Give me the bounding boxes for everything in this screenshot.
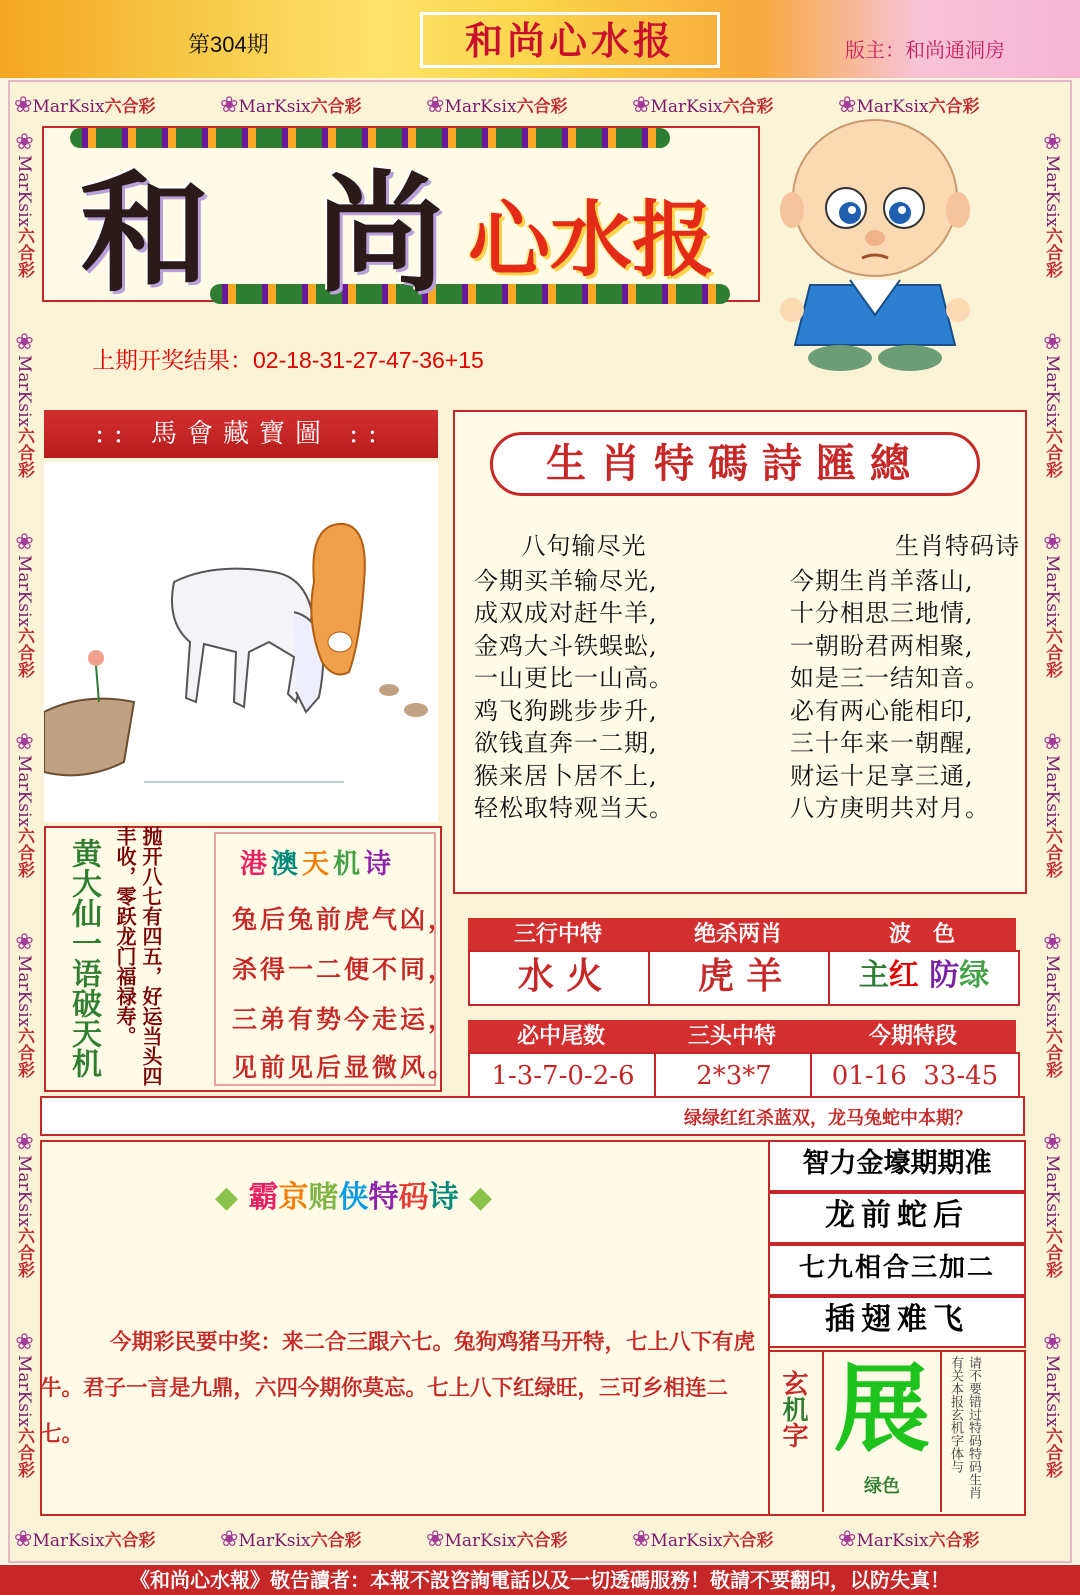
publisher-label: 版主：和尚通洞房 [845,38,1005,62]
watermark-item [14,92,156,118]
watermark-item [12,930,37,1078]
watermark-item [1040,130,1065,278]
footer-notice: 《和尚心水報》敬告讀者：本報不設咨詢電話以及一切透碼服務！敬請不要翻印，以防失真！ [0,1565,1080,1595]
watermark-latin: MarKsix [1042,1355,1062,1428]
watermark-cn: 六合彩 [310,97,362,117]
poem-right [790,530,1020,825]
watermark-latin: MarKsix [1042,755,1062,828]
gangao-title-char: 天 [302,849,333,880]
watermark-item [1040,530,1065,678]
xuanji-label-char: 玄 [778,1370,808,1396]
xuanji-char: 展 [834,1352,930,1465]
gangao-title-char: 机 [333,849,364,880]
poem-left-line: 欲钱直奔一二期, [474,729,658,757]
watermark-latin: MarKsix [14,755,34,828]
poem-left-line: 金鸡大斗铁蜈蚣, [474,631,658,660]
table1-header: 波 色 [828,918,1016,950]
watermark-latin: MarKsix [650,1531,723,1551]
issue-number: 第304期 [188,32,269,57]
watermark-latin: MarKsix [1042,555,1062,628]
flower-icon: ❀ [14,1527,33,1552]
watermark-latin: MarKsix [32,97,105,117]
watermark-cn: 六合彩 [14,427,34,479]
watermark-cn: 六合彩 [1042,427,1062,479]
bajing-title-char: 码 [398,1180,429,1215]
poem-right-line: 如是三一结知音。 [790,664,990,692]
watermark-item [1040,330,1065,478]
flower-icon: ❀ [426,93,445,118]
watermark-latin: MarKsix [14,355,34,428]
diamond-icon: ◆ [215,1180,239,1215]
watermark-latin: MarKsix [14,955,34,1028]
wave-char: 绿 [959,958,990,993]
watermark-cn: 六合彩 [516,1531,568,1551]
flower-icon: ❀ [426,1527,445,1552]
watermark-latin: MarKsix [444,1531,517,1551]
watermark-item [632,92,774,118]
poem-left-line: 今期买羊输尽光, [474,566,658,595]
watermark-latin: MarKsix [32,1531,105,1551]
bajing-title-char: 诗 [428,1180,459,1215]
watermark-latin: MarKsix [856,1531,929,1551]
treasure-map-title: :: 馬會藏寶圖 :: [44,410,438,458]
poem-right-line: 财运十足享三通, [790,761,974,790]
flower-icon: ❀ [632,1527,651,1552]
bajing-title-char: 特 [368,1180,399,1215]
watermark-cn: 六合彩 [928,1531,980,1551]
poem-left-line: 一山更比一山高。 [474,664,674,692]
flower-icon: ❀ [838,93,857,118]
flower-icon: ❀ [12,1330,37,1355]
flower-icon: ❀ [12,930,37,955]
watermark-cn: 六合彩 [104,97,156,117]
poem-banner: 生肖特碼詩匯總 [490,432,980,496]
masthead-subname: 心水报 [468,192,715,288]
flower-icon: ❀ [14,93,33,118]
watermark-latin: MarKsix [238,97,311,117]
masthead-name: 和 尚 [80,157,476,310]
watermark-latin: MarKsix [1042,1155,1062,1228]
gangao-title [240,842,395,881]
watermark-cn: 六合彩 [14,227,34,279]
diamond-icon: ◆ [468,1180,493,1215]
watermark-latin: MarKsix [14,1355,34,1428]
pao-line: 当头四丰收，零跃龙门 [113,826,163,1086]
watermark-cn: 六合彩 [1042,227,1062,279]
table2-header: 必中尾数 [468,1020,654,1052]
poem-left-line: 轻松取特观当天。 [474,794,674,822]
xuanji-label [778,1370,808,1448]
table2-weishu-value: 1-3-7-0-2-6 [468,1052,658,1104]
watermark-latin: MarKsix [856,97,929,117]
hint-strip-text: 绿绿红红杀蓝双，龙马兔蛇中本期？ [684,1108,972,1129]
watermark-cn: 六合彩 [1042,1427,1062,1479]
gangao-line: 兔后兔前虎气凶， [232,905,457,934]
watermark-item [12,130,37,278]
watermark-item [220,92,362,118]
gangao-title-char: 诗 [364,849,395,880]
watermark-item [12,1130,37,1278]
watermark-item [12,530,37,678]
xuanji-note-line: 本报玄机字体与 [948,1382,963,1473]
watermark-item [1040,930,1065,1078]
watermark-cn: 六合彩 [1042,1227,1062,1279]
flower-icon: ❀ [1040,1130,1065,1155]
flower-icon: ❀ [1040,530,1065,555]
watermark-latin: MarKsix [650,97,723,117]
flower-icon: ❀ [12,130,37,155]
watermark-cn: 六合彩 [722,97,774,117]
table2-teduan-value: 01-16 33-45 [810,1052,1020,1104]
watermark-cn: 六合彩 [104,1531,156,1551]
gangao-line: 杀得一二便不同， [232,955,457,984]
poem-right-title: 生肖特码诗 [895,532,1020,560]
watermark-item [220,1526,362,1552]
poem-left-line: 猴来居卜居不上, [474,761,658,790]
right-box-qijiu: 七九相合三加二 [768,1244,1026,1296]
poem-right-line: 三十年来一朝醒, [790,729,974,757]
xuanji-label-char: 机 [778,1396,808,1422]
watermark-cn: 六合彩 [310,1531,362,1551]
watermark-latin: MarKsix [238,1531,311,1551]
watermark-cn: 六合彩 [928,97,980,117]
table1-jueshan-value: 虎 羊 [648,950,832,1006]
watermark-cn: 六合彩 [14,827,34,879]
last-result-label: 上期开奖结果： [92,347,253,373]
last-result-numbers: 02-18-31-27-47-36+15 [253,347,484,373]
flower-icon: ❀ [632,93,651,118]
watermark-item [14,1526,156,1552]
watermark-latin: MarKsix [14,555,34,628]
watermark-cn: 六合彩 [1042,827,1062,879]
flower-icon: ❀ [12,330,37,355]
gangao-line: 三弟有势今走运， [232,1005,457,1034]
table1-header: 绝杀两肖 [648,918,828,950]
watermark-latin: MarKsix [1042,155,1062,228]
watermark-item [632,1526,774,1552]
bajing-title-char: 侠 [338,1180,369,1215]
watermark-cn: 六合彩 [14,627,34,679]
watermark-item [838,1526,980,1552]
xuanji-label-char: 字 [778,1422,808,1448]
xuanji-sub: 绿色 [864,1476,900,1497]
bottom-poem-text: 今期彩民要中奖：来二合三跟六七。兔狗鸡猪马开特，七上八下有虎牛。君子一言是九鼎，六四今期你莫忘。七上八下红绿旺，三可乡相连二七。 [40,1330,756,1447]
watermark-item [12,330,37,478]
watermark-item [1040,1330,1065,1478]
gangao-title-char: 港 [240,849,271,880]
last-draw-result [92,342,484,375]
table2-header: 三头中特 [654,1020,810,1052]
wave-char: 防 [929,958,960,993]
gangao-title-char: 澳 [271,849,302,880]
flower-icon: ❀ [1040,330,1065,355]
right-box-chachi: 插翅难飞 [768,1296,1026,1348]
poem-right-line: 一朝盼君两相聚, [790,631,974,660]
xuanji-note-line: 特码生肖有关 [948,1356,981,1499]
bajing-title-char: 赌 [308,1180,339,1215]
flower-icon: ❀ [220,93,239,118]
watermark-item [12,1330,37,1478]
flower-icon: ❀ [1040,130,1065,155]
table2-santou-value: 2*3*7 [654,1052,814,1104]
watermark-item [1040,730,1065,878]
goat-illustration [44,462,438,822]
monk-mascot-illustration [780,110,970,375]
watermark-cn: 六合彩 [1042,627,1062,679]
table2-header: 今期特段 [810,1020,1016,1052]
watermark-latin: MarKsix [1042,355,1062,428]
wave-char: 主 [858,958,889,993]
flower-icon: ❀ [1040,930,1065,955]
watermark-cn: 六合彩 [14,1427,34,1479]
flower-icon: ❀ [220,1527,239,1552]
watermark-cn: 六合彩 [14,1027,34,1079]
poem-left-line: 鸡飞狗跳步步升, [474,696,658,725]
watermark-item [426,1526,568,1552]
pao-line: 抛开八七有四五，好运 [139,826,163,1026]
poem-left [474,530,694,825]
watermark-cn: 六合彩 [516,97,568,117]
poem-right-line: 今期生肖羊落山, [790,566,974,595]
wave-char: 红 [888,958,919,993]
watermark-latin: MarKsix [14,155,34,228]
right-box-zhili: 智力金壕期期准 [768,1140,1026,1192]
watermark-item [12,730,37,878]
poem-left-title: 八句输尽光 [521,532,647,560]
flower-icon: ❀ [12,530,37,555]
watermark-latin: MarKsix [1042,955,1062,1028]
bajing-title [215,1172,492,1216]
pao-line: 福禄寿。 [113,966,137,1046]
pao-column [112,826,164,1086]
poem-right-line: 十分相思三地情, [790,599,974,627]
header-title: 和尚心水报 [420,12,720,68]
right-box-longqian: 龙前蛇后 [768,1192,1026,1244]
watermark-latin: MarKsix [444,97,517,117]
watermark-cn: 六合彩 [14,1227,34,1279]
table1-sanxing-value: 水 火 [468,950,652,1006]
watermark-cn: 六合彩 [1042,1027,1062,1079]
xuanji-note [946,1356,982,1506]
bajing-title-chars [249,1180,459,1215]
daxian-vertical-text: 黄大仙一语破天机 [66,838,101,1078]
bajing-title-char: 霸 [248,1180,279,1215]
xuanji-note-line: 请不要错过特码 [966,1356,981,1447]
flower-icon: ❀ [838,1527,857,1552]
flower-icon: ❀ [1040,1330,1065,1355]
poem-right-line: 必有两心能相印, [790,696,974,725]
watermark-cn: 六合彩 [722,1531,774,1551]
poem-right-line: 八方庚明共对月。 [790,794,990,822]
watermark-item [426,92,568,118]
flower-icon: ❀ [12,1130,37,1155]
flower-icon: ❀ [1040,730,1065,755]
gangao-line: 见前见后显微风。 [232,1053,457,1082]
flower-icon: ❀ [12,730,37,755]
poem-left-line: 成双成对赶牛羊, [474,599,658,627]
bajing-title-char: 京 [278,1180,309,1215]
table1-header: 三行中特 [468,918,648,950]
table1-wave-value [828,950,1020,1006]
watermark-item [1040,1130,1065,1278]
watermark-latin: MarKsix [14,1155,34,1228]
